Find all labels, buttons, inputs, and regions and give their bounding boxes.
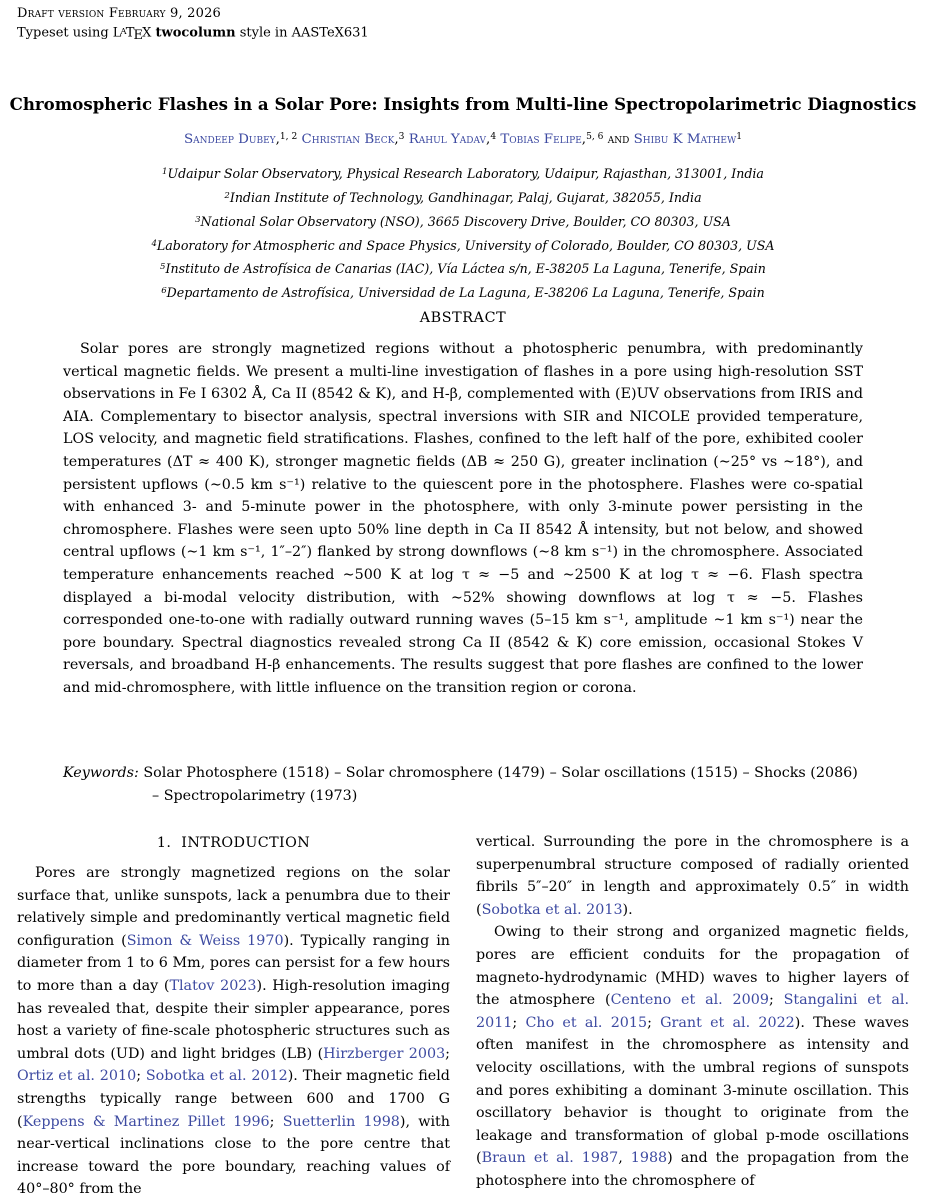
text-segment: Owing to their strong and organized magnetic fields, pores are efficient conduits for the propagation of magneto-hydrodynamic (MHD) waves to higher layers of the atmosphere ( [476, 924, 909, 1009]
affiliation-line [0, 185, 926, 209]
text-segment: A [120, 27, 127, 37]
citation-link[interactable]: Sobotka et al. 2012 [145, 1068, 288, 1085]
text-segment: X [142, 25, 156, 41]
draft-version-line: Draft version February 9, 2026 [17, 6, 222, 21]
keywords-block [63, 762, 863, 807]
citation-link[interactable]: Tlatov 2023 [169, 977, 257, 994]
text-segment: ). Typically ranging in diameter from 1 to 6 Mm, pores can persist for a few hours to more than a day ( [17, 932, 450, 994]
affiliation-number: 4 [151, 238, 157, 249]
citation-link[interactable]: Simon & Weiss 1970 [126, 932, 284, 949]
affiliation-text: Udaipur Solar Observatory, Physical Research Laboratory, Udaipur, Rajasthan, 313001, India [167, 165, 764, 181]
keywords-text: Solar Photosphere (1518) – Solar chromosphere (1479) – Solar oscillations (1515) – Shocks (2086) – Spectropolarimetry (1973) [138, 765, 858, 804]
text-segment: 4 [490, 132, 497, 142]
intro-paragraph [17, 862, 450, 1200]
author-name: Shibu K Mathew [633, 132, 737, 148]
section-number: 1. [156, 835, 172, 851]
text-segment: vertical. Surrounding the pore in the chromosphere is a superpenumbral structure composed of radially oriented fibrils 5″–20″ in length and approximately 0.5″ in width ( [476, 834, 909, 918]
text-segment: 3 [398, 132, 405, 142]
text-segment: ; [445, 1045, 450, 1062]
text-segment: 5, 6 [586, 132, 604, 142]
affiliation-number: 1 [162, 167, 168, 177]
text-segment: Pores are strongly magnetized regions on the solar surface that, unlike sunspots, lack a penumbra due to their relatively simple and predominantly vertical magnetic field configuration ( [17, 865, 450, 949]
affiliation-number: 5 [160, 262, 166, 273]
text-segment: 1 [736, 132, 743, 142]
two-column-body [17, 831, 909, 1200]
text-segment: ; [136, 1068, 146, 1085]
affiliation-number: 3 [195, 214, 201, 225]
text-segment: Typeset using L [17, 25, 122, 41]
text-segment: ) and the propagation from the photosphere into the chromosphere of [476, 1150, 909, 1189]
text-segment: , [581, 132, 587, 148]
section-title: INTRODUCTION [181, 835, 311, 851]
text-segment: 1, 2 [279, 132, 298, 142]
citation-link[interactable]: Hirzberger 2003 [323, 1045, 446, 1062]
affiliation-text: Indian Institute of Technology, Gandhinagar, Palaj, Gujarat, 382055, India [229, 189, 702, 205]
affiliation-line [0, 256, 926, 280]
affiliation-line [0, 209, 926, 233]
text-segment: ; [269, 1113, 283, 1130]
affiliation-number: 6 [161, 286, 167, 297]
author-name: Rahul Yadav [408, 132, 487, 148]
text-segment: E [133, 28, 144, 44]
text-segment: ; [647, 1014, 661, 1031]
citation-link[interactable]: Ortiz et al. 2010 [17, 1068, 137, 1085]
affiliation-line [0, 233, 926, 257]
text-segment: ), with near-vertical inclinations close to the pore centre that increase toward the pore boundary, reaching values of 40°–80° from the [17, 1113, 450, 1198]
paper-title: Chromospheric Flashes in a Solar Pore: Insights from Multi-line Spectropolarimetric Diagnostics [9, 94, 917, 114]
text-segment: ). These waves often manifest in the chromosphere as intensity and velocity oscillations, with the umbral regions of sunspots and pores exhibiting a dominant 3-minute oscillation. This oscillatory behavior is thought to originate from the leakage and transformation of global p-mode oscillations ( [476, 1014, 909, 1167]
text-segment: ). [622, 901, 633, 918]
text-segment: ). High-resolution imaging has revealed that, despite their simpler appearance, pores host a variety of fine-scale photospheric structures such as umbral dots (UD) and light bridges (LB) ( [17, 977, 450, 1062]
affiliation-line [0, 161, 926, 185]
author-name: Tobias Felipe [500, 132, 582, 148]
text-segment: ; [768, 992, 784, 1009]
citation-link[interactable]: Grant et al. 2022 [660, 1014, 795, 1031]
text-segment: ; [512, 1014, 526, 1031]
citation-link[interactable]: 1988 [630, 1150, 668, 1167]
affiliation-text: Laboratory for Atmospheric and Space Physics, University of Colorado, Boulder, CO 80303, USA [156, 237, 775, 253]
affiliation-text: National Solar Observatory (NSO), 3665 Discovery Drive, Boulder, CO 80303, USA [200, 213, 731, 229]
text-segment: twocolumn [155, 25, 236, 41]
text-segment: ). Their magnetic field strengths typically range between 600 and 1700 G ( [17, 1068, 450, 1130]
author-name: Christian Beck [301, 132, 395, 148]
text-segment: , [618, 1150, 631, 1167]
citation-link[interactable]: Sobotka et al. 2013 [481, 901, 623, 918]
abstract-text: Solar pores are strongly magnetized regions without a photospheric penumbra, with predominantly vertical magnetic fields. We present a multi-line investigation of flashes in a pore using high-resolution SST observations in Fe I 6302 Å, Ca II (8542 & K), and H-β, complemented with (E)UV observations from IRIS and AIA. Complementary to bisector analysis, spectral inversions with SIR and NICOLE provided temperature, LOS velocity, and magnetic field stratifications. Flashes, confined to the left half of the pore, exhibited cooler temperatures (ΔT ≈ 400 K), stronger magnetic fields (ΔB ≈ 250 G), greater inclination (∼25° vs ∼18°), and persistent upflows (∼0.5 km s⁻¹) relative to the quiescent pore in the photosphere. Flashes were co-spatial with enhanced 3- and 5-minute power in the photosphere, with only 3-minute power persisting in the chromosphere. Flashes were seen upto 50% line depth in Ca II 8542 Å intensity, but not below, and showed central upflows (∼1 km s⁻¹, 1″–2″) flanked by strong downflows (∼8 km s⁻¹) in the chromosphere. Associated temperature enhancements reached ∼500 K at log τ ≈ −5 and ∼2500 K at log τ ≈ −6. Flash spectra displayed a bi-modal velocity distribution, with ∼52% showing downflows at log τ ≈ −5. Flashes corresponded one-to-one with radially outward running waves (5–15 km s⁻¹, amplitude ∼1 km s⁻¹) near the pore boundary. Spectral diagnostics revealed strong Ca II (8542 & K) core emission, occasional Stokes V reversals, and broadband H-β enhancements. The results suggest that pore flashes are confined to the lower and mid-chromosphere, with little influence on the transition region or corona. [63, 341, 863, 696]
keywords-label: Keywords: [63, 765, 139, 781]
text-segment: and [603, 132, 634, 148]
left-column [17, 831, 450, 1200]
affiliation-text: Instituto de Astrofísica de Canarias (IAC), Vía Láctea s/n, E-38205 La Laguna, Tenerife, Spain [165, 261, 766, 277]
citation-link[interactable]: Centeno et al. 2009 [610, 992, 769, 1009]
typeset-line [17, 23, 369, 45]
citation-link[interactable]: Suetterlin 1998 [282, 1113, 400, 1130]
citation-link[interactable]: Stangalini et al. 2011 [476, 992, 909, 1031]
intro-paragraph [476, 831, 909, 921]
text-segment: , [486, 132, 491, 148]
section-heading-introduction [17, 833, 450, 853]
text-segment: , [275, 132, 280, 148]
draft-header [17, 5, 369, 45]
right-column [476, 831, 909, 1200]
citation-link[interactable]: Cho et al. 2015 [525, 1014, 648, 1031]
citation-link[interactable]: Braun et al. 1987 [481, 1150, 619, 1167]
abstract-heading: ABSTRACT [419, 310, 507, 326]
author-list [0, 128, 926, 149]
text-segment: T [125, 25, 135, 41]
affiliation-list [0, 161, 926, 304]
text-segment: , [394, 132, 399, 148]
intro-paragraph [476, 921, 909, 1192]
affiliation-text: Departamento de Astrofísica, Universidad de La Laguna, E-38206 La Laguna, Tenerife, Spain [166, 285, 765, 301]
affiliation-line [0, 280, 926, 304]
citation-link[interactable]: Keppens & Martinez Pillet 1996 [22, 1113, 270, 1130]
affiliation-number: 2 [224, 190, 230, 201]
author-name: Sandeep Dubey [183, 132, 276, 148]
text-segment: style in AASTeX631 [235, 25, 369, 41]
